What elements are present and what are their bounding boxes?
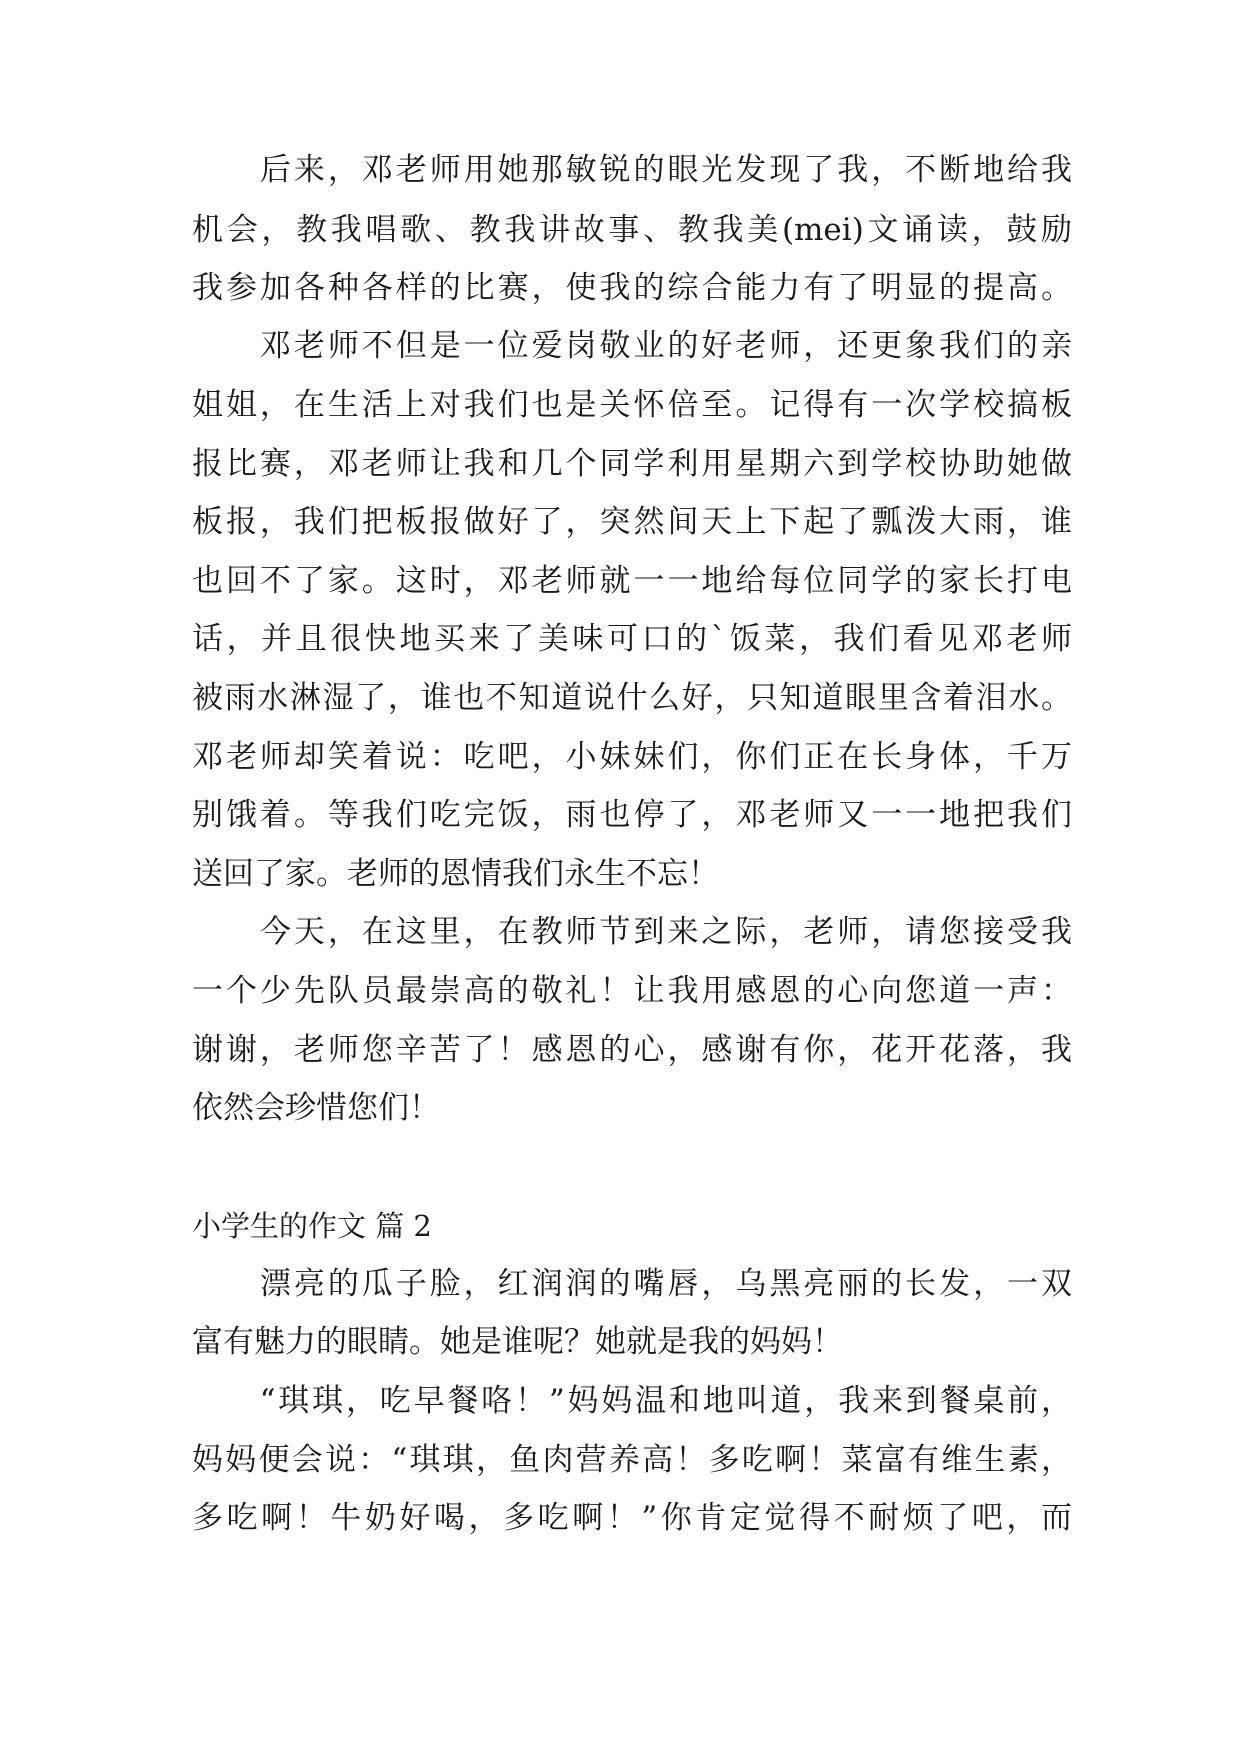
paragraph-2-line-3: 报比赛，邓老师让我和几个同学利用星期六到学校协助她做 (192, 446, 1072, 482)
paragraph-2-line-8: 邓老师却笑着说：吃吧，小妹妹们，你们正在长身体，千万 (192, 739, 1072, 775)
section-paragraph-2-line-2: 妈妈便会说：“琪琪，鱼肉营养高！多吃啊！菜富有维生素， (192, 1442, 1072, 1478)
paragraph-3-line-4: 依然会珍惜您们！ (192, 1090, 440, 1126)
paragraph-2-line-1: 邓老师不但是一位爱岗敬业的好老师，还更象我们的亲 (192, 328, 1072, 364)
paragraph-2-line-10: 送回了家。老师的恩情我们永生不忘！ (192, 856, 719, 892)
paragraph-1-line-1: 后来，邓老师用她那敏锐的眼光发现了我，不断地给我 (192, 152, 1072, 188)
section-paragraph-2-line-3: 多吃啊！牛奶好喝，多吃啊！”你肯定觉得不耐烦了吧，而 (192, 1500, 1072, 1536)
section-paragraph-1-line-2: 富有魅力的眼睛。她是谁呢？她就是我的妈妈！ (192, 1324, 843, 1360)
paragraph-2-line-6: 话，并且很快地买来了美味可口的`饭菜，我们看见邓老师 (192, 621, 1072, 657)
paragraph-3-line-2: 一个少先队员最崇高的敬礼！让我用感恩的心向您道一声： (192, 973, 1072, 1009)
paragraph-2-line-7: 被雨水淋湿了，谁也不知道说什么好，只知道眼里含着泪水。 (192, 680, 1072, 716)
paragraph-1-line-2: 机会，教我唱歌、教我讲故事、教我美(mei)文诵读，鼓励 (192, 212, 1072, 248)
paragraph-3-line-1: 今天，在这里，在教师节到来之际，老师，请您接受我 (192, 914, 1072, 950)
section-heading: 小学生的作文 篇 2 (192, 1209, 432, 1243)
paragraph-2-line-4: 板报，我们把板报做好了，突然间天上下起了瓢泼大雨，谁 (192, 504, 1072, 540)
paragraph-2-line-5: 也回不了家。这时，邓老师就一一地给每位同学的家长打电 (192, 563, 1072, 599)
paragraph-2-line-9: 别饿着。等我们吃完饭，雨也停了，邓老师又一一地把我们 (192, 797, 1072, 833)
paragraph-2-line-2: 姐姐，在生活上对我们也是关怀倍至。记得有一次学校搞板 (192, 387, 1072, 423)
section-paragraph-2-line-1: “琪琪，吃早餐咯！”妈妈温和地叫道，我来到餐桌前， (192, 1383, 1072, 1419)
paragraph-1-line-3: 我参加各种各样的比赛，使我的综合能力有了明显的提高。 (192, 270, 1072, 306)
paragraph-3-line-3: 谢谢，老师您辛苦了！感恩的心，感谢有你，花开花落，我 (192, 1032, 1072, 1068)
section-paragraph-1-line-1: 漂亮的瓜子脸，红润润的嘴唇，乌黑亮丽的长发，一双 (192, 1266, 1072, 1302)
